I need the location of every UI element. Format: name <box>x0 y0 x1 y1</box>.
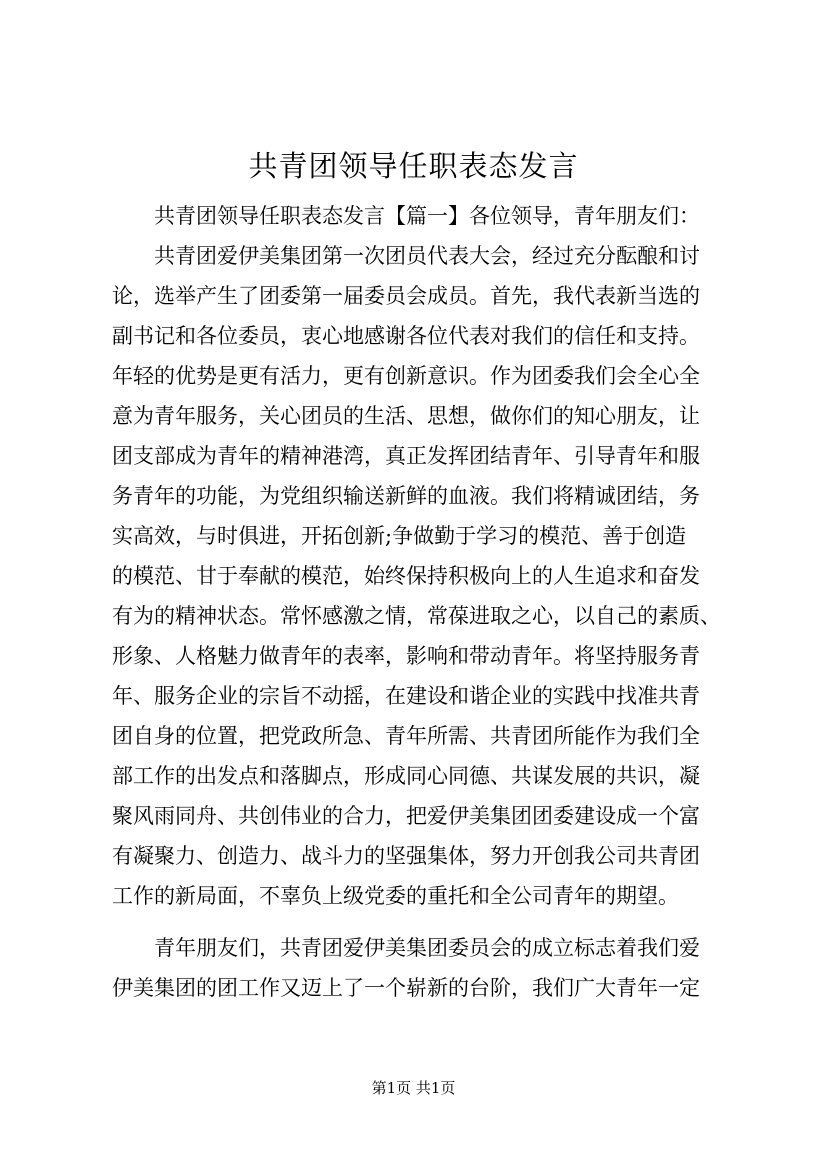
paragraph-line: 共青团爱伊美集团第一次团员代表大会，经过充分酝酿和讨 <box>112 244 700 268</box>
paragraph-line: 意为青年服务，关心团员的生活、思想，做你们的知心朋友，让 <box>112 404 700 428</box>
paragraph-line: 实高效，与时俱进，开拓创新;争做勤于学习的模范、善于创造 <box>112 524 687 548</box>
paragraph-line: 年轻的优势是更有活力，更有创新意识。作为团委我们会全心全 <box>112 364 700 388</box>
paragraph-line: 有凝聚力、创造力、战斗力的坚强集体，努力开创我公司共青团 <box>112 844 700 868</box>
paragraph-line: 的模范、甘于奉献的模范，始终保持积极向上的人生追求和奋发 <box>112 564 700 588</box>
paragraph-line: 团自身的位置，把党政所急、青年所需、共青团所能作为我们全 <box>112 724 700 748</box>
document-body <box>112 196 732 1008</box>
paragraph-line: 论，选举产生了团委第一届委员会成员。首先，我代表新当选的 <box>112 284 700 308</box>
paragraph-line: 工作的新局面，不辜负上级党委的重托和全公司青年的期望。 <box>112 884 679 908</box>
paragraph-line: 有为的精神状态。常怀感激之情，常葆进取之心，以自己的素质、 <box>112 604 721 628</box>
paragraph-line: 团支部成为青年的精神港湾，真正发挥团结青年、引导青年和服 <box>112 444 700 468</box>
paragraph-line: 伊美集团的团工作又迈上了一个崭新的台阶，我们广大青年一定 <box>112 976 700 1000</box>
paragraph-line: 副书记和各位委员，衷心地感谢各位代表对我们的信任和支持。 <box>112 324 700 348</box>
paragraph-line: 形象、人格魅力做青年的表率，影响和带动青年。将坚持服务青 <box>112 644 700 668</box>
paragraph-line: 聚风雨同舟、共创伟业的合力，把爱伊美集团团委建设成一个富 <box>112 804 700 828</box>
page-footer: 第1页 共1页 <box>371 1079 456 1097</box>
paragraph-line: 共青团领导任职表态发言【篇一】各位领导，青年朋友们： <box>112 204 700 228</box>
paragraph-line: 部工作的出发点和落脚点，形成同心同德、共谋发展的共识，凝 <box>112 764 700 788</box>
paragraph-line: 年、服务企业的宗旨不动摇，在建设和谐企业的实践中找准共青 <box>112 684 700 708</box>
paragraph-line: 青年朋友们，共青团爱伊美集团委员会的成立标志着我们爱 <box>112 936 700 960</box>
document-title: 共青团领导任职表态发言 <box>248 149 579 183</box>
paragraph-line: 务青年的功能，为党组织输送新鲜的血液。我们将精诚团结，务 <box>112 484 700 508</box>
